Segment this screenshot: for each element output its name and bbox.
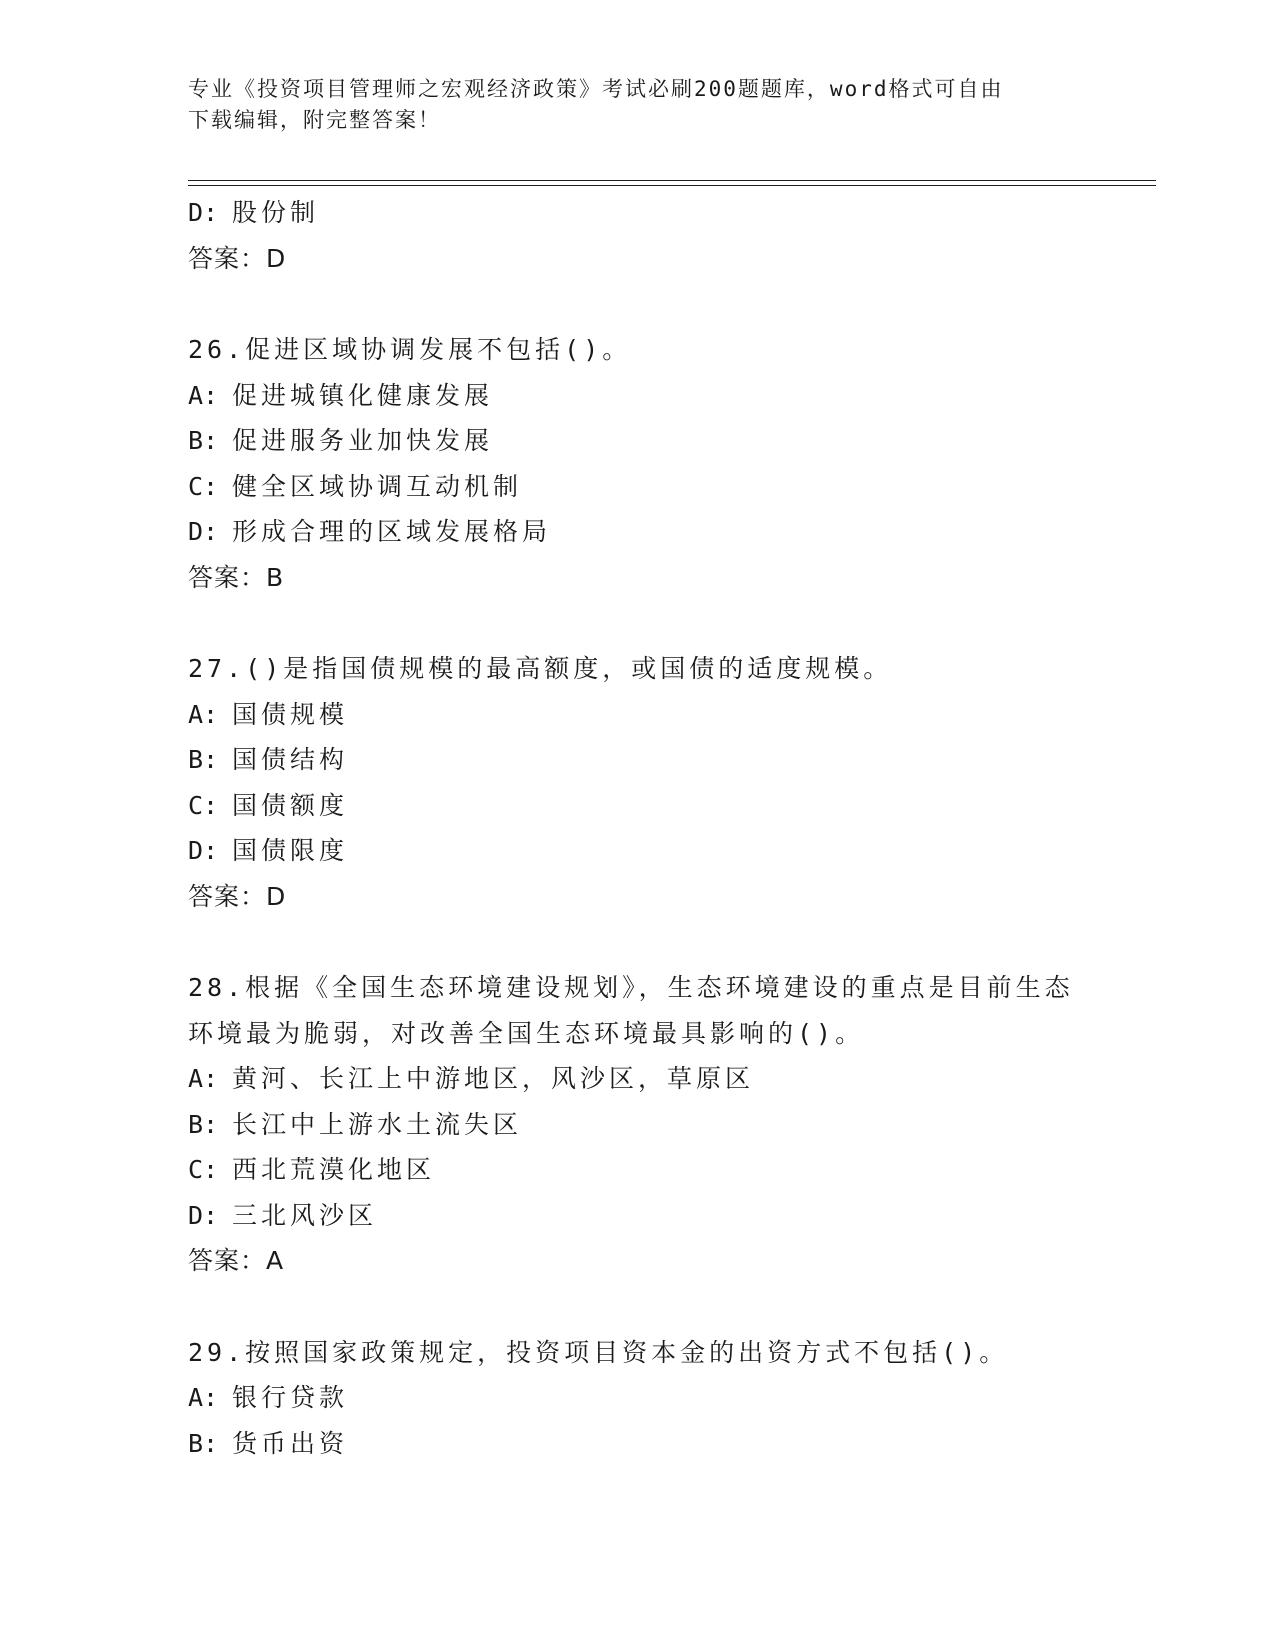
option-letter: C: — [188, 1155, 219, 1184]
option-text: 长江中上游水土流失区 — [232, 1109, 523, 1139]
option-text: 货币出资 — [232, 1428, 349, 1458]
option-letter: C: — [188, 471, 219, 501]
option-line — [188, 1056, 1088, 1102]
question-list — [188, 190, 1088, 1466]
option-letter: D: — [188, 198, 219, 227]
option-line — [188, 464, 1088, 510]
answer-line: 答案：A — [188, 1246, 285, 1275]
option-line — [188, 783, 1088, 829]
option-text: 西北荒漠化地区 — [232, 1155, 436, 1184]
header-divider-bottom — [188, 185, 1156, 186]
option-line — [188, 373, 1088, 419]
option-letter: A: — [188, 1383, 219, 1412]
question-gap — [188, 600, 1088, 646]
option-line — [188, 509, 1088, 555]
question-stem: 26.促进区域协调发展不包括()。 — [188, 335, 632, 364]
question-stem: 28.根据《全国生态环境建设规划》，生态环境建设的重点是目前生态 — [188, 973, 1074, 1002]
answer-line: 答案：D — [188, 881, 287, 911]
option-letter: A: — [188, 699, 219, 729]
question-28 — [188, 965, 1088, 1284]
option-letter: C: — [188, 790, 219, 820]
option-line — [188, 1375, 1088, 1421]
header-divider-top — [188, 180, 1156, 181]
question-26 — [188, 327, 1088, 600]
option-text: 健全区域协调互动机制 — [232, 471, 523, 501]
question-27 — [188, 646, 1088, 919]
option-text: 三北风沙区 — [232, 1200, 378, 1230]
option-letter: D: — [188, 836, 219, 865]
option-text: 促进城镇化健康发展 — [232, 380, 494, 410]
option-text: 银行贷款 — [232, 1383, 349, 1412]
option-letter: B: — [188, 426, 219, 455]
option-text: 国债限度 — [232, 836, 349, 865]
option-text: 股份制 — [232, 198, 320, 227]
option-line — [188, 1193, 1088, 1239]
option-letter: B: — [188, 1428, 219, 1458]
answer-line: 答案：B — [188, 562, 285, 592]
option-letter: D: — [188, 1200, 219, 1230]
option-line — [188, 737, 1088, 783]
question-29 — [188, 1330, 1088, 1467]
option-letter: A: — [188, 380, 219, 410]
question-gap — [188, 919, 1088, 965]
header-line-2: 下载编辑，附完整答案！ — [188, 108, 441, 132]
header-line-1: 专业《投资项目管理师之宏观经济政策》考试必刷200题题库，word格式可自由 — [188, 77, 1004, 101]
option-line — [188, 418, 1088, 464]
question-stem: 27.()是指国债规模的最高额度，或国债的适度规模。 — [188, 654, 893, 683]
option-text: 促进服务业加快发展 — [232, 426, 494, 455]
option-text: 国债规模 — [232, 699, 349, 729]
document-header — [188, 74, 1088, 136]
question-stem-continued: 环境最为脆弱，对改善全国生态环境最具影响的()。 — [188, 1018, 865, 1048]
option-text: 国债额度 — [232, 790, 349, 820]
option-text: 国债结构 — [232, 745, 349, 774]
option-letter: B: — [188, 1109, 219, 1139]
option-letter: A: — [188, 1064, 219, 1093]
option-line — [188, 190, 1088, 236]
question-stem: 29.按照国家政策规定，投资项目资本金的出资方式不包括()。 — [188, 1337, 1009, 1367]
option-line — [188, 1147, 1088, 1193]
question-gap — [188, 281, 1088, 327]
option-line — [188, 1421, 1088, 1467]
option-line — [188, 828, 1088, 874]
option-line — [188, 692, 1088, 738]
option-letter: D: — [188, 517, 219, 546]
option-line — [188, 1102, 1088, 1148]
question-gap — [188, 1284, 1088, 1330]
option-text: 黄河、长江上中游地区，风沙区，草原区 — [232, 1064, 755, 1093]
option-letter: B: — [188, 745, 219, 774]
answer-line: 答案：D — [188, 243, 287, 273]
option-text: 形成合理的区域发展格局 — [232, 517, 552, 546]
